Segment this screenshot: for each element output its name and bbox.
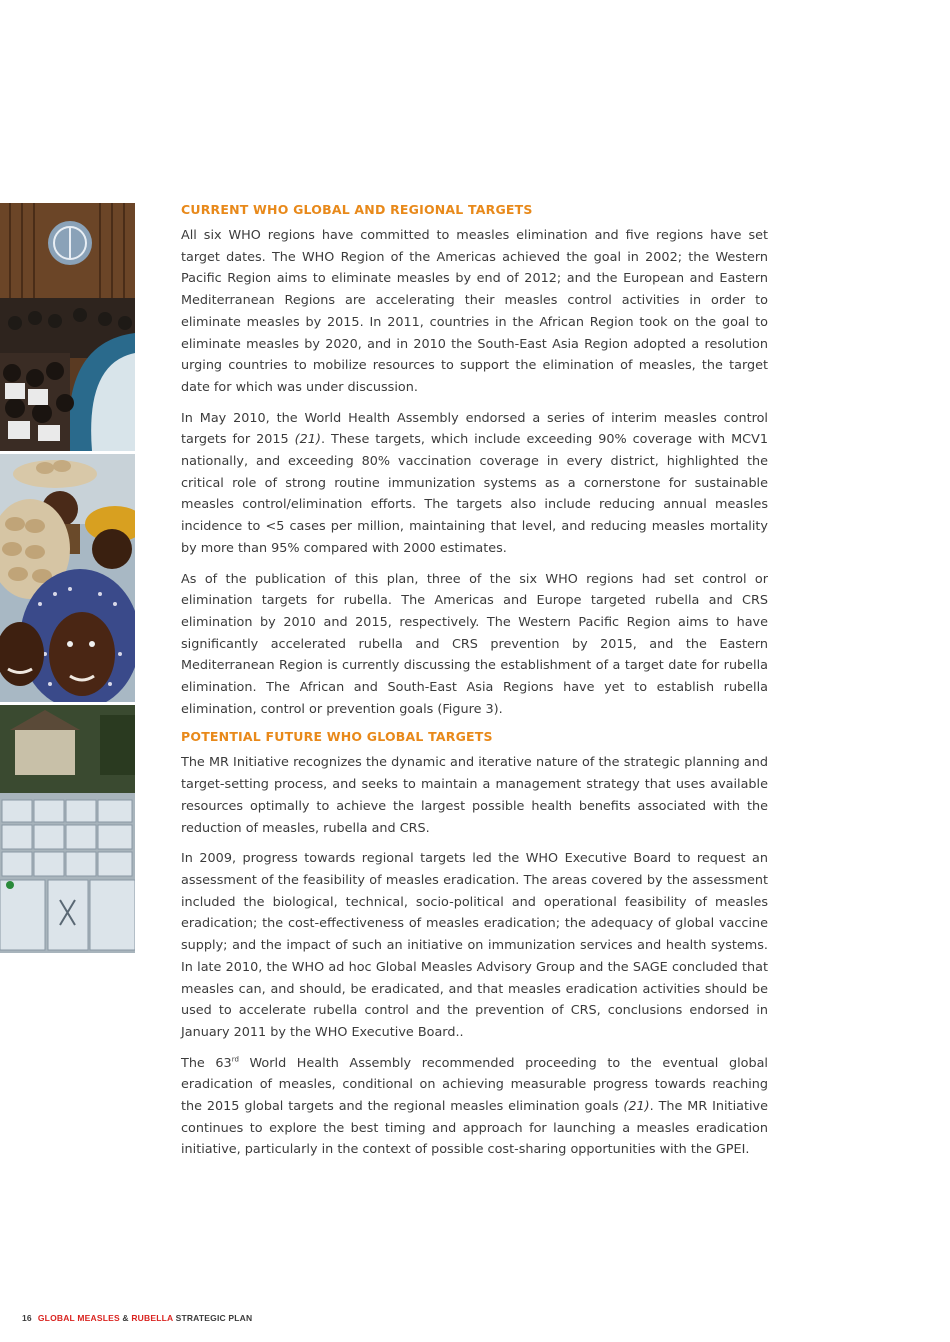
photo-girls-with-trays: [0, 454, 135, 702]
photo-strip: [0, 203, 135, 956]
footer-title-measles: GLOBAL MEASLES: [37, 1313, 120, 1323]
paragraph: In May 2010, the World Health Assembly endorsed a series of interim measles control targets for 2015 (21). These targets, which include exceeding 90% coverage with MCV1 nationally, and exceeding 80% vaccination coverage in every district, highlighted the critical role of strong routine immunization systems as a cornerstone for sustainable measles control/elimination efforts. The targets also include reducing annual measles incidence to <5 cases per million, maintaining that level, and reducing measles mortality by more than 95% compared with 2000 estimates.: [181, 410, 768, 556]
citation: (21): [294, 432, 321, 448]
page-number: 16: [22, 1313, 32, 1323]
paragraph: All six WHO regions have committed to measles elimination and five regions have set target dates. The WHO Region of the Americas achieved the goal in 2002; the Western Pacific Region aims to eliminate measles by end of 2012; and the European and Eastern Mediterranean Regions are accelerating their measles control activities in order to eliminate measles by 2015. In 2011, countries in the African Region took on the goal to eliminate measles by 2020, and in 2010 the South-East Asia Region adopted a resolution urging countries to mobilize resources to support the elimination of measles, the target date for which was under discussion.: [181, 228, 768, 395]
photo-vaccine-boxes: [0, 705, 135, 953]
citation: (21): [623, 1099, 650, 1115]
photo-assembly-hall: [0, 203, 135, 451]
paragraph: As of the publication of this plan, three of the six WHO regions had set control or elimination targets for rubella. The Americas and Europe targeted rubella and CRS elimination by 2010 and 2015, respectively. The Western Pacific Region aims to have significantly accelerated rubella and CRS prevention by 2015, and the Eastern Mediterranean Region is currently discussing the establishment of a target date for rubella elimination. The African and South-East Asia Regions have yet to establish rubella elimination, control or prevention goals (Figure 3).: [181, 571, 768, 717]
section-heading-future-targets: POTENTIAL FUTURE WHO GLOBAL TARGETS: [181, 729, 493, 745]
paragraph: In 2009, progress towards regional targets led the WHO Executive Board to request an assessment of the feasibility of measles eradication. The areas covered by the assessment included the biological, technical, socio-political and operational feasibility of measles eradication; the cost-effectiveness of measles eradication; the adequacy of global vaccine supply; and the impact of such an initiative on immunization services and health systems. In late 2010, the WHO ad hoc Global Measles Advisory Group and the SAGE concluded that measles can, and should, be eradicated, and that measles eradication activities should be used to accelerate rubella control and the prevention of CRS, conclusions endorsed in January 2011 by the WHO Executive Board..: [181, 851, 768, 1040]
ordinal-superscript: rd: [231, 1055, 239, 1064]
paragraph-wha-recommendation: [181, 1053, 768, 1162]
footer-title-rubella: RUBELLA: [131, 1313, 174, 1323]
paragraph: The MR Initiative recognizes the dynamic and iterative nature of the strategic planning and target-setting process, and seeks to maintain a management strategy that uses available resources optimally to achieve the largest possible health benefits associated with the reduction of measles, rubella and CRS.: [181, 755, 768, 836]
footer-ampersand: &: [119, 1313, 132, 1323]
section-heading-current-targets: CURRENT WHO GLOBAL AND REGIONAL TARGETS: [181, 202, 533, 217]
paragraph-text: . The MR Initiative continues to explore the best timing and approach for launching a measles eradication initiative, particularly in the context of possible cost-sharing opportunities with the GPEI.: [181, 1099, 768, 1158]
footer-title-strategic-plan: STRATEGIC PLAN: [173, 1313, 253, 1323]
paragraph-text: World Health Assembly recommended proceeding to the eventual global eradication of measles, conditional on achieving measurable progress towards reaching the 2015 global targets and the regional measles elimination goals: [181, 1055, 768, 1115]
page-footer: [22, 1313, 252, 1323]
main-content: [181, 202, 768, 1170]
paragraph-prefix: The 63: [181, 1055, 232, 1071]
